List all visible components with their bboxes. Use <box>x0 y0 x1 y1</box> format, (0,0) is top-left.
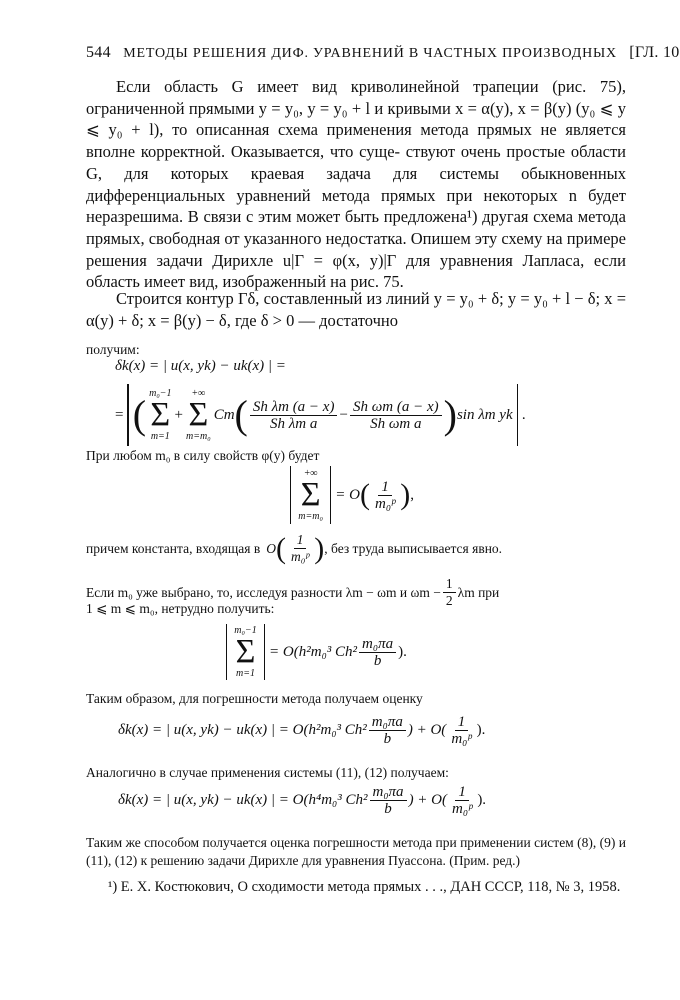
sum-operator: +∞ Σ m=m₀ <box>186 388 211 442</box>
paragraph-1: Если область G имеет вид криволинейной трапеции (рис. 75), ограниченной прямыми y = y₀, y = y₀ + l и кривыми x = α(y), x = β(y) (y₀ ⩽ y ⩽ y₀ + l), то описанная схема применения метода прямых не является вполне корректной. Оказывается, что суще- ствуют очень простые области G, для которых краевая задача для системы обыкновенных дифференциальных уравнений метода прямых при некоторых n будет неразрешима. В связи с этим может быть предложена¹) другая схема метода прямых, свободная от указанного недостатка. Опишем эту схему на примере решения задачи Дирихле u|Γ = φ(x, y)|Γ для уравнения Лапласа, если область имеет вид, изображенный на рис. 75. <box>86 77 627 292</box>
chapter-ref: [ГЛ. 10 <box>629 44 680 61</box>
paragraph-2: Строится контур Γδ, составленный из линий y = y₀ + δ; y = y₀ + l − δ; x = α(y) + δ; x = β(y) − δ, где δ > 0 — достаточно <box>86 289 627 330</box>
formula-3: m₀−1 Σ m=1 = O(h²m₀³ Ch² $\frac{\text{m₀πa}}{b}$ ). <box>222 624 407 680</box>
formula-5: δk(x) = | u(x, yk) − uk(x) | = O(h⁴m₀³ Ch² $\frac{\text{m₀πa}}{b}$ ) + O( $\frac{1}{\text{m₀ᵖ}}$ ). <box>118 784 487 817</box>
formula-2: +∞ Σ m=m₀ = O ( $\frac{1}{\text{m₀ᵖ}}$ ) , <box>286 466 414 524</box>
editorial-text-5: 1 ⩽ m ⩽ m₀, нетрудно получить: <box>86 601 275 616</box>
editorial-text-7: Аналогично в случае применения системы (11), (12) получаем: <box>86 765 449 780</box>
editorial-text-4: Если m₀ уже выбрано, то, исследуя разности λm − ωm и ωm − $\frac{1}{2}$ λm при <box>86 576 500 608</box>
sum-operator: m₀−1 Σ m=1 <box>149 388 172 442</box>
formula-1a: δk(x) = | u(x, yk) − uk(x) | = <box>115 358 286 374</box>
running-title: МЕТОДЫ РЕШЕНИЯ ДИФ. УРАВНЕНИЙ В ЧАСТНЫХ ПРОИЗВОДНЫХ <box>123 46 617 61</box>
editorial-text-6: Таким образом, для погрешности метода получаем оценку <box>86 691 423 706</box>
editorial-text-8: Таким же способом получается оценка погрешности метода при применении систем (8), (9) и (11), (12) к решению задачи Дирихле для уравнения Пуассона. (Прим. ред.) <box>86 835 626 868</box>
editorial-text-3: причем константа, входящая в O ( $\frac{1}{\text{m₀ᵖ}}$ ) , без труда выписывается явно. <box>86 531 503 565</box>
page-number: 544 <box>86 44 111 61</box>
editorial-text-2: При любом m₀ в силу свойств φ(y) будет <box>86 448 320 463</box>
formula-4: δk(x) = | u(x, yk) − uk(x) | = O(h²m₀³ Ch² $\frac{\text{m₀πa}}{b}$ ) + O( $\frac{1}{\text{m₀ᵖ}}$ ). <box>118 714 486 747</box>
running-header <box>86 44 680 62</box>
footnote: ¹) Е. Х. Костюкович, О сходимости метода прямых . . ., ДАН СССР, 118, № 3, 1958. <box>108 879 621 895</box>
formula-1b: = ( m₀−1 Σ m=1 + +∞ Σ m=m₀ Cm ( $\frac{\text{Sh λm (a − x)}}{\text{Sh λm a}}$ − $\frac{\text{Sh ωm (a − x)}}{\text{Sh ωm a}}$ ) sin λm yk . <box>115 384 526 446</box>
editorial-intro: получим: <box>86 342 140 357</box>
